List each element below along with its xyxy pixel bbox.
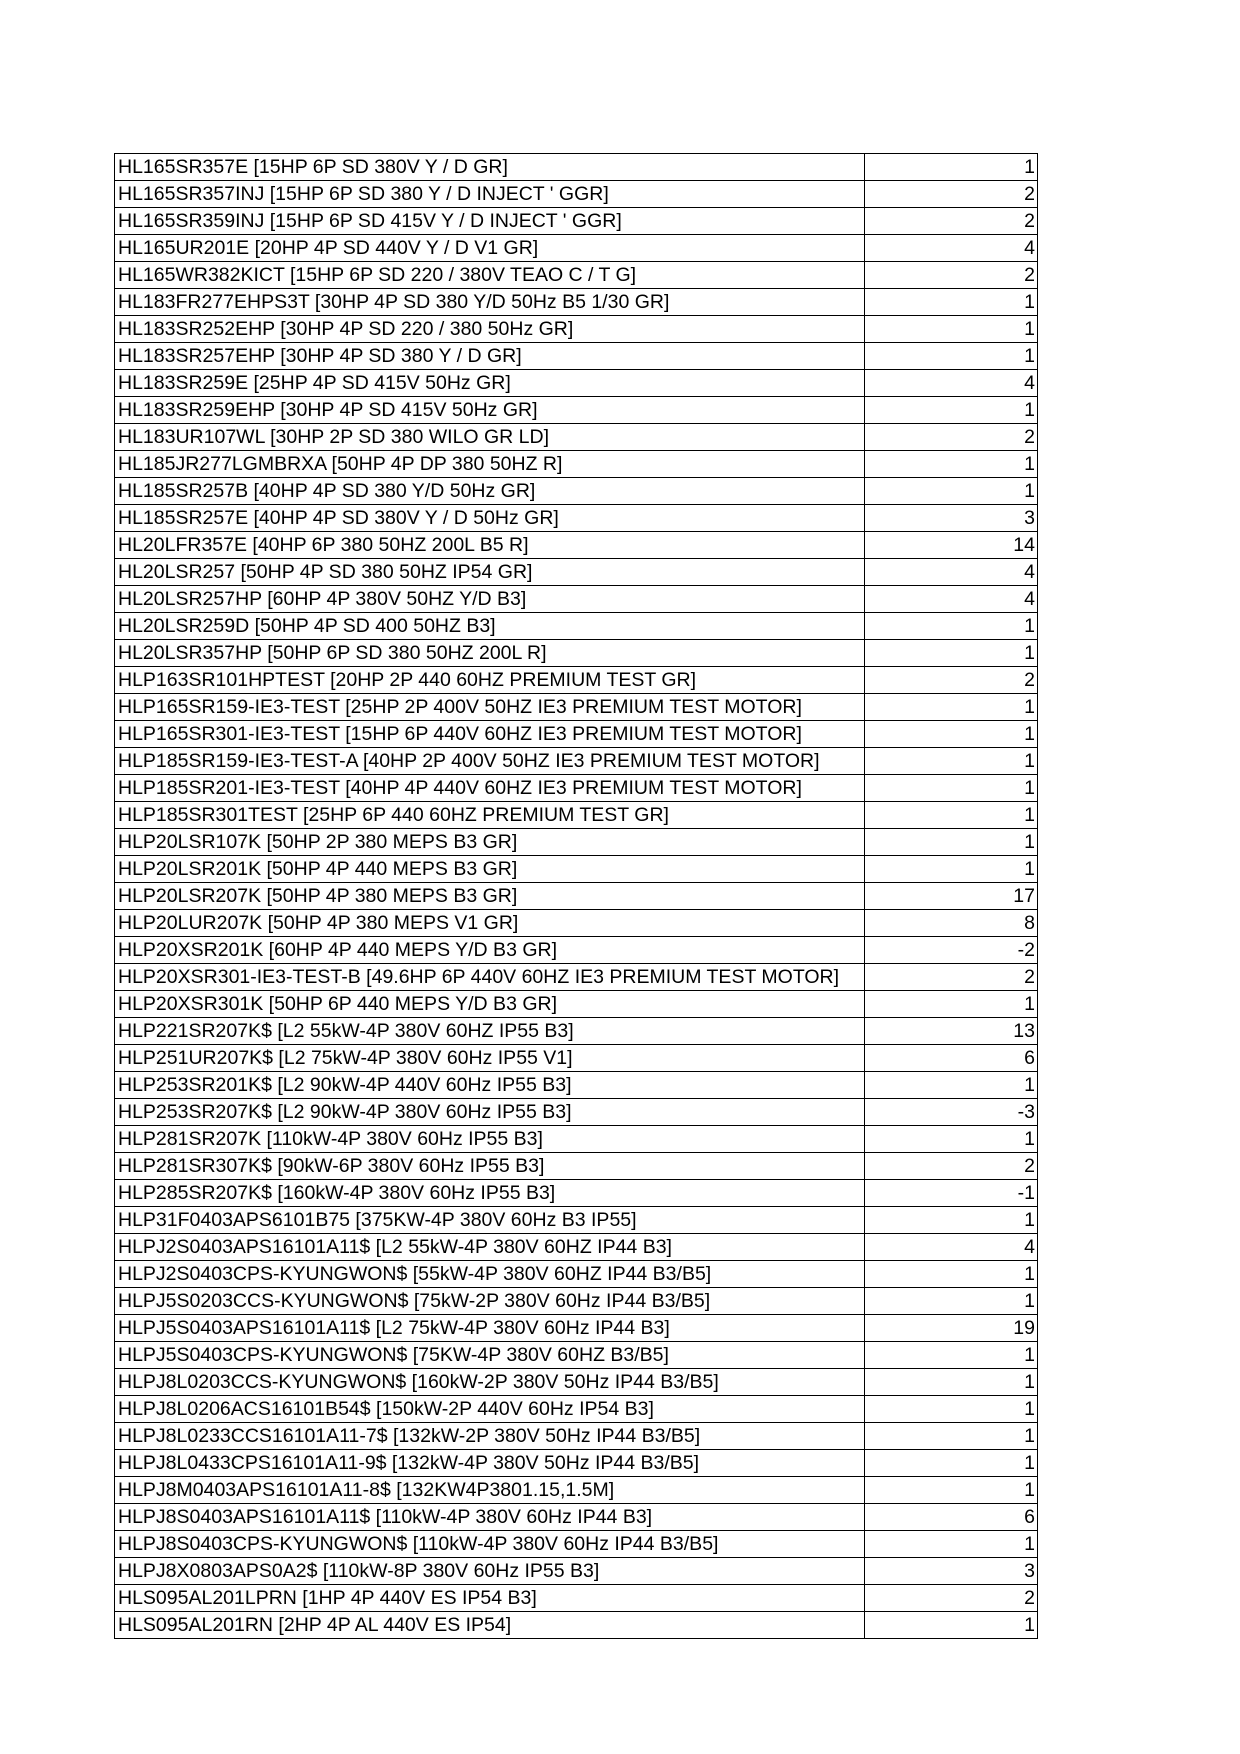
item-description-cell: HLP185SR301TEST [25HP 6P 440 60HZ PREMIUM TEST GR] [115, 802, 865, 829]
quantity-cell: 1 [865, 1612, 1038, 1639]
quantity-cell: 4 [865, 559, 1038, 586]
table-row [115, 208, 1038, 235]
quantity-cell: 13 [865, 1018, 1038, 1045]
item-description-cell: HLPJ8S0403APS16101A11$ [110kW-4P 380V 60Hz IP44 B3] [115, 1504, 865, 1531]
quantity-cell: 1 [865, 775, 1038, 802]
item-description-cell: HLPJ8L0203CCS-KYUNGWON$ [160kW-2P 380V 50Hz IP44 B3/B5] [115, 1369, 865, 1396]
quantity-cell: 1 [865, 1288, 1038, 1315]
item-description-cell: HLP185SR201-IE3-TEST [40HP 4P 440V 60HZ IE3 PREMIUM TEST MOTOR] [115, 775, 865, 802]
item-description-cell: HLP185SR159-IE3-TEST-A [40HP 2P 400V 50HZ IE3 PREMIUM TEST MOTOR] [115, 748, 865, 775]
item-description-cell: HLP20LSR207K [50HP 4P 380 MEPS B3 GR] [115, 883, 865, 910]
item-description-cell: HL20LFR357E [40HP 6P 380 50HZ 200L B5 R] [115, 532, 865, 559]
table-row [115, 397, 1038, 424]
item-description-cell: HL183SR259E [25HP 4P SD 415V 50Hz GR] [115, 370, 865, 397]
table-row [115, 1126, 1038, 1153]
table-row [115, 1477, 1038, 1504]
quantity-cell: 1 [865, 478, 1038, 505]
table-row [115, 1342, 1038, 1369]
table-row [115, 1315, 1038, 1342]
quantity-cell: 1 [865, 640, 1038, 667]
quantity-cell: 1 [865, 343, 1038, 370]
table-row [115, 667, 1038, 694]
quantity-cell: 4 [865, 586, 1038, 613]
quantity-cell: -3 [865, 1099, 1038, 1126]
item-description-cell: HLPJ8L0433CPS16101A11-9$ [132kW-4P 380V 50Hz IP44 B3/B5] [115, 1450, 865, 1477]
item-description-cell: HLP281SR207K [110kW-4P 380V 60Hz IP55 B3] [115, 1126, 865, 1153]
item-description-cell: HL165SR357E [15HP 6P SD 380V Y / D GR] [115, 154, 865, 181]
item-description-cell: HLP253SR207K$ [L2 90kW-4P 380V 60Hz IP55 B3] [115, 1099, 865, 1126]
quantity-cell: 3 [865, 505, 1038, 532]
quantity-cell: 14 [865, 532, 1038, 559]
item-description-cell: HLPJ8X0803APS0A2$ [110kW-8P 380V 60Hz IP55 B3] [115, 1558, 865, 1585]
item-description-cell: HLP165SR301-IE3-TEST [15HP 6P 440V 60HZ IE3 PREMIUM TEST MOTOR] [115, 721, 865, 748]
quantity-cell: 2 [865, 1153, 1038, 1180]
item-description-cell: HLPJ8L0206ACS16101B54$ [150kW-2P 440V 60Hz IP54 B3] [115, 1396, 865, 1423]
quantity-cell: 3 [865, 1558, 1038, 1585]
quantity-cell: 8 [865, 910, 1038, 937]
item-description-cell: HL183SR259EHP [30HP 4P SD 415V 50Hz GR] [115, 397, 865, 424]
quantity-cell: 1 [865, 1531, 1038, 1558]
quantity-cell: 4 [865, 1234, 1038, 1261]
table-row [115, 262, 1038, 289]
table-row [115, 1585, 1038, 1612]
item-description-cell: HLPJ2S0403CPS-KYUNGWON$ [55kW-4P 380V 60HZ IP44 B3/B5] [115, 1261, 865, 1288]
table-row [115, 1099, 1038, 1126]
quantity-cell: 1 [865, 1396, 1038, 1423]
table-row [115, 478, 1038, 505]
item-description-cell: HL165SR357INJ [15HP 6P SD 380 Y / D INJECT ' GGR] [115, 181, 865, 208]
quantity-cell: 1 [865, 451, 1038, 478]
quantity-cell: 19 [865, 1315, 1038, 1342]
table-row [115, 721, 1038, 748]
item-description-cell: HL183SR257EHP [30HP 4P SD 380 Y / D GR] [115, 343, 865, 370]
item-description-cell: HLP20LSR107K [50HP 2P 380 MEPS B3 GR] [115, 829, 865, 856]
item-description-cell: HLP20XSR301-IE3-TEST-B [49.6HP 6P 440V 60HZ IE3 PREMIUM TEST MOTOR] [115, 964, 865, 991]
table-row [115, 289, 1038, 316]
item-description-cell: HL183SR252EHP [30HP 4P SD 220 / 380 50Hz GR] [115, 316, 865, 343]
quantity-cell: 1 [865, 829, 1038, 856]
quantity-cell: 2 [865, 964, 1038, 991]
item-description-cell: HL165SR359INJ [15HP 6P SD 415V Y / D INJECT ' GGR] [115, 208, 865, 235]
table-row [115, 883, 1038, 910]
table-row [115, 613, 1038, 640]
quantity-cell: 1 [865, 1207, 1038, 1234]
table-row [115, 1396, 1038, 1423]
table-row [115, 937, 1038, 964]
item-description-cell: HLP281SR307K$ [90kW-6P 380V 60Hz IP55 B3] [115, 1153, 865, 1180]
quantity-cell: 2 [865, 208, 1038, 235]
table-row [115, 1450, 1038, 1477]
table-row [115, 991, 1038, 1018]
item-description-cell: HLPJ2S0403APS16101A11$ [L2 55kW-4P 380V 60HZ IP44 B3] [115, 1234, 865, 1261]
table-row [115, 1153, 1038, 1180]
table-row [115, 451, 1038, 478]
table-row [115, 910, 1038, 937]
quantity-cell: 1 [865, 1126, 1038, 1153]
quantity-cell: 1 [865, 1072, 1038, 1099]
item-description-cell: HL165UR201E [20HP 4P SD 440V Y / D V1 GR] [115, 235, 865, 262]
table-row [115, 532, 1038, 559]
quantity-cell: 2 [865, 424, 1038, 451]
item-description-cell: HLPJ5S0403APS16101A11$ [L2 75kW-4P 380V 60Hz IP44 B3] [115, 1315, 865, 1342]
table-row [115, 1423, 1038, 1450]
item-description-cell: HLPJ8S0403CPS-KYUNGWON$ [110kW-4P 380V 60Hz IP44 B3/B5] [115, 1531, 865, 1558]
table-row [115, 154, 1038, 181]
table-row [115, 1207, 1038, 1234]
item-description-cell: HL20LSR257HP [60HP 4P 380V 50HZ Y/D B3] [115, 586, 865, 613]
quantity-cell: 1 [865, 1450, 1038, 1477]
item-description-cell: HLP20XSR301K [50HP 6P 440 MEPS Y/D B3 GR] [115, 991, 865, 1018]
quantity-cell: 4 [865, 370, 1038, 397]
quantity-cell: 1 [865, 397, 1038, 424]
table-row [115, 1288, 1038, 1315]
quantity-cell: 6 [865, 1504, 1038, 1531]
table-row [115, 505, 1038, 532]
table-row [115, 1369, 1038, 1396]
quantity-cell: -1 [865, 1180, 1038, 1207]
item-description-cell: HL20LSR357HP [50HP 6P SD 380 50HZ 200L R] [115, 640, 865, 667]
quantity-cell: 1 [865, 748, 1038, 775]
quantity-cell: 1 [865, 289, 1038, 316]
quantity-cell: 4 [865, 235, 1038, 262]
item-description-cell: HLP221SR207K$ [L2 55kW-4P 380V 60HZ IP55 B3] [115, 1018, 865, 1045]
table-row [115, 802, 1038, 829]
quantity-cell: 1 [865, 856, 1038, 883]
quantity-cell: 1 [865, 1477, 1038, 1504]
quantity-cell: 17 [865, 883, 1038, 910]
item-description-cell: HLP253SR201K$ [L2 90kW-4P 440V 60Hz IP55 B3] [115, 1072, 865, 1099]
quantity-cell: 1 [865, 694, 1038, 721]
quantity-cell: 1 [865, 613, 1038, 640]
table-row [115, 1180, 1038, 1207]
item-description-cell: HLP20XSR201K [60HP 4P 440 MEPS Y/D B3 GR] [115, 937, 865, 964]
item-description-cell: HLPJ8L0233CCS16101A11-7$ [132kW-2P 380V 50Hz IP44 B3/B5] [115, 1423, 865, 1450]
item-description-cell: HL20LSR259D [50HP 4P SD 400 50HZ B3] [115, 613, 865, 640]
item-description-cell: HL185SR257E [40HP 4P SD 380V Y / D 50Hz GR] [115, 505, 865, 532]
item-description-cell: HLPJ8M0403APS16101A11-8$ [132KW4P3801.15,1.5M] [115, 1477, 865, 1504]
quantity-cell: 1 [865, 1342, 1038, 1369]
quantity-cell: 1 [865, 154, 1038, 181]
item-description-cell: HLPJ5S0403CPS-KYUNGWON$ [75KW-4P 380V 60HZ B3/B5] [115, 1342, 865, 1369]
quantity-cell: 1 [865, 802, 1038, 829]
table-row [115, 829, 1038, 856]
table-row [115, 316, 1038, 343]
table-row [115, 1531, 1038, 1558]
quantity-cell: 1 [865, 721, 1038, 748]
table-row [115, 1018, 1038, 1045]
table-row [115, 856, 1038, 883]
item-description-cell: HLP20LUR207K [50HP 4P 380 MEPS V1 GR] [115, 910, 865, 937]
item-description-cell: HL185JR277LGMBRXA [50HP 4P DP 380 50HZ R] [115, 451, 865, 478]
quantity-cell: 6 [865, 1045, 1038, 1072]
quantity-cell: 1 [865, 991, 1038, 1018]
quantity-cell: 2 [865, 262, 1038, 289]
item-description-cell: HLPJ5S0203CCS-KYUNGWON$ [75kW-2P 380V 60Hz IP44 B3/B5] [115, 1288, 865, 1315]
table-row [115, 424, 1038, 451]
table-row [115, 586, 1038, 613]
item-description-cell: HLS095AL201LPRN [1HP 4P 440V ES IP54 B3] [115, 1585, 865, 1612]
table-row [115, 694, 1038, 721]
item-description-cell: HLP31F0403APS6101B75 [375KW-4P 380V 60Hz B3 IP55] [115, 1207, 865, 1234]
table-row [115, 1612, 1038, 1639]
item-description-cell: HLS095AL201RN [2HP 4P AL 440V ES IP54] [115, 1612, 865, 1639]
table-row [115, 370, 1038, 397]
item-description-cell: HLP251UR207K$ [L2 75kW-4P 380V 60Hz IP55 V1] [115, 1045, 865, 1072]
inventory-table-body [115, 154, 1038, 1639]
table-row [115, 1558, 1038, 1585]
item-description-cell: HL183FR277EHPS3T [30HP 4P SD 380 Y/D 50Hz B5 1/30 GR] [115, 289, 865, 316]
item-description-cell: HL165WR382KICT [15HP 6P SD 220 / 380V TEAO C / T G] [115, 262, 865, 289]
quantity-cell: 2 [865, 667, 1038, 694]
inventory-table [114, 153, 1038, 1639]
table-row [115, 748, 1038, 775]
item-description-cell: HL20LSR257 [50HP 4P SD 380 50HZ IP54 GR] [115, 559, 865, 586]
item-description-cell: HL185SR257B [40HP 4P SD 380 Y/D 50Hz GR] [115, 478, 865, 505]
item-description-cell: HL183UR107WL [30HP 2P SD 380 WILO GR LD] [115, 424, 865, 451]
quantity-cell: -2 [865, 937, 1038, 964]
table-row [115, 181, 1038, 208]
table-row [115, 235, 1038, 262]
table-row [115, 1234, 1038, 1261]
table-row [115, 964, 1038, 991]
quantity-cell: 1 [865, 1423, 1038, 1450]
quantity-cell: 1 [865, 1369, 1038, 1396]
item-description-cell: HLP20LSR201K [50HP 4P 440 MEPS B3 GR] [115, 856, 865, 883]
quantity-cell: 1 [865, 316, 1038, 343]
table-row [115, 559, 1038, 586]
table-row [115, 1045, 1038, 1072]
table-row [115, 1261, 1038, 1288]
table-row [115, 343, 1038, 370]
table-row [115, 775, 1038, 802]
table-row [115, 1504, 1038, 1531]
item-description-cell: HLP165SR159-IE3-TEST [25HP 2P 400V 50HZ IE3 PREMIUM TEST MOTOR] [115, 694, 865, 721]
quantity-cell: 2 [865, 181, 1038, 208]
table-row [115, 1072, 1038, 1099]
table-row [115, 640, 1038, 667]
item-description-cell: HLP163SR101HPTEST [20HP 2P 440 60HZ PREMIUM TEST GR] [115, 667, 865, 694]
quantity-cell: 2 [865, 1585, 1038, 1612]
quantity-cell: 1 [865, 1261, 1038, 1288]
item-description-cell: HLP285SR207K$ [160kW-4P 380V 60Hz IP55 B3] [115, 1180, 865, 1207]
